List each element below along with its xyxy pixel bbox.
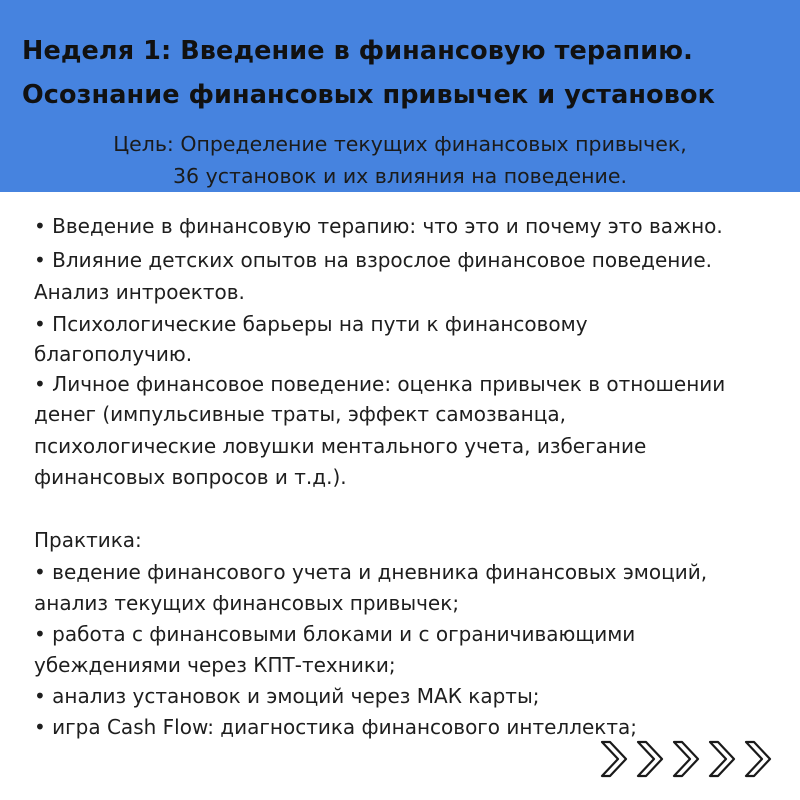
bullet-psych-barriers-cont: благополучию. <box>34 342 193 366</box>
bullet-personal-behavior-cont-2: психологические ловушки ментального учета, избегание <box>34 434 647 458</box>
practice-item-cashflow: • игра Cash Flow: диагностика финансового интеллекта; <box>34 715 638 739</box>
bullet-intro-therapy: • Введение в финансовую терапию: что это и почему это важно. <box>34 214 723 238</box>
header-banner <box>0 0 800 192</box>
practice-item-accounting-cont: анализ текущих финансовых привычек; <box>34 591 460 615</box>
page-title-line-2: Осознание финансовых привычек и установок <box>22 80 715 110</box>
bullet-personal-behavior: • Личное финансовое поведение: оценка привычек в отношении <box>34 372 726 396</box>
goal-line-2: 36 установок и их влияния на поведение. <box>173 164 627 188</box>
page-title-line-1: Неделя 1: Введение в финансовую терапию. <box>22 36 693 66</box>
goal-line-1: Цель: Определение текущих финансовых привычек, <box>113 132 687 156</box>
practice-item-blocks-cont: убеждениями через КПТ-техники; <box>34 653 396 677</box>
practice-item-blocks: • работа с финансовыми блоками и с ограничивающими <box>34 622 636 646</box>
double-chevron-right-icon <box>598 736 778 782</box>
bullet-childhood-experience-cont: Анализ интроектов. <box>34 280 245 304</box>
bullet-childhood-experience: • Влияние детских опытов на взрослое финансовое поведение. <box>34 248 713 272</box>
practice-item-accounting: • ведение финансового учета и дневника финансовых эмоций, <box>34 560 708 584</box>
practice-item-mak-cards: • анализ установок и эмоций через МАК карты; <box>34 684 540 708</box>
bullet-personal-behavior-cont-1: денег (импульсивные траты, эффект самозванца, <box>34 402 566 426</box>
bullet-psych-barriers: • Психологические барьеры на пути к финансовому <box>34 312 588 336</box>
bullet-personal-behavior-cont-3: финансовых вопросов и т.д.). <box>34 465 347 489</box>
practice-heading: Практика: <box>34 528 142 552</box>
